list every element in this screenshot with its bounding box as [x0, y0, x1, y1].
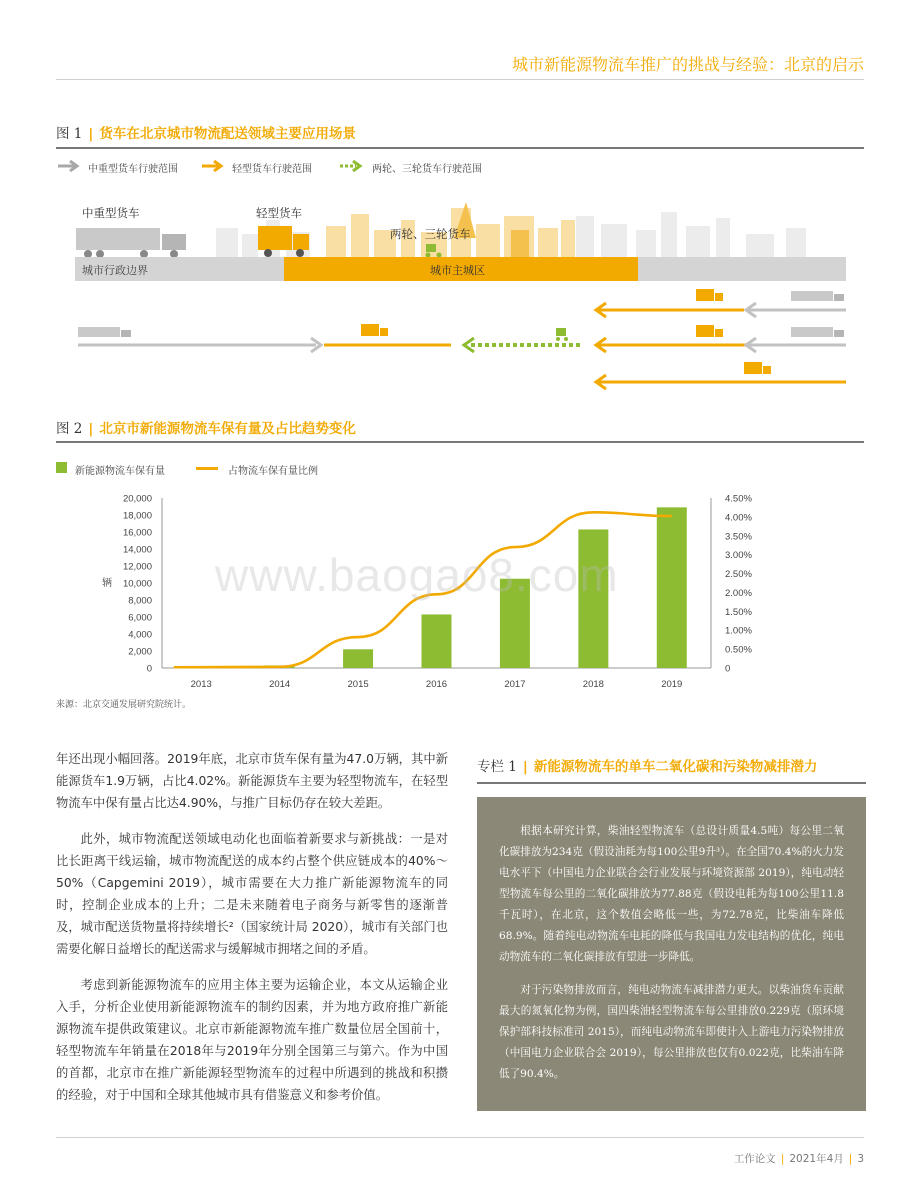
- y-tick-label: 2,000: [128, 646, 152, 658]
- figure1-rule: [56, 147, 864, 149]
- body-text-column: [56, 748, 448, 1120]
- figure2-rule: [56, 441, 864, 443]
- city-core-label: 城市主城区: [430, 264, 485, 277]
- legend-gray-arrow-icon: [56, 160, 81, 172]
- y2-tick-label: 3.50%: [725, 531, 752, 543]
- footer-page-number: 3: [857, 1153, 864, 1165]
- y-tick-label: 12,000: [122, 561, 152, 573]
- light-truck-label: 轻型货车: [256, 206, 302, 220]
- running-header-title: 城市新能源物流车推广的挑战与经验：北京的启示: [511, 55, 864, 74]
- footer-publication: 工作论文: [733, 1153, 776, 1165]
- figure1-title: 图 1 | 货车在北京城市物流配送领域主要应用场景: [56, 126, 356, 142]
- x-tick-label: 2015: [347, 679, 369, 690]
- legend-line-swatch: [196, 467, 218, 470]
- route-heavy-truck-3-icon: [791, 327, 844, 337]
- header-divider: [56, 79, 864, 80]
- legend-orange-arrow-icon: [200, 160, 225, 172]
- body-paragraph-2: 此外，城市物流配送领域电动化也面临着新要求与新挑战：一是对比长距离干线运输，城市物流配送的成本约占整个供应链成本的40%～50%（Capgemini 2019），城市需要在大力推广新能源物流车的同时，控制企业成本的上升；二是未来随着电子商务与新零售的逐渐普及，城市配送货物量将持续增长²（国家统计局 2020），城市有关部门也需要化解日益增长的配送需求与缓解城市拥堵之间的矛盾。: [56, 832, 448, 956]
- legend-bar-swatch: [56, 462, 67, 473]
- y-tick-label: 16,000: [122, 527, 152, 539]
- x-tick-label: 2013: [190, 679, 212, 690]
- sidebar-box: [477, 797, 866, 1111]
- y2-tick-label: 0.50%: [725, 644, 752, 656]
- y-axis-unit: 辆: [102, 578, 112, 589]
- body-paragraph-3: 考虑到新能源物流车的应用主体主要为运输企业，本文从运输企业入手，分析企业使用新能源物流车的制约因素，并为地方政府推广新能源物流车提供政策建议。北京市新能源物流车推广数量位居全国前十，轻型物流车年销量在2018年与2019年分别全国第三与第六。作为中国的首都，北京市在推广新能源轻型物流车的过程中所遇到的挑战和积攒的经验，对于中国和全球其他城市具有借鉴意义和参考价值。: [56, 978, 448, 1102]
- y2-tick-label: 2.00%: [725, 587, 752, 599]
- two-three-wheeler-label: 两轮、三轮货车: [390, 227, 471, 241]
- body-paragraph-1: 年还出现小幅回落。2019年底，北京市货车保有量为47.0万辆，其中新能源货车1.9万辆，占比4.02%。新能源货车主要为轻型物流车，在轻型物流车中保有量占比达4.90%，与推广目标仍存在较大差距。: [56, 752, 448, 810]
- figure2-number: 图 2: [56, 421, 83, 437]
- heavy-truck-icon: [74, 226, 200, 260]
- y2-tick-label: 2.50%: [725, 569, 752, 581]
- route-light-truck-4-icon: [744, 362, 771, 374]
- sidebar-number: 专栏 1: [477, 759, 517, 775]
- legend-line-label: 占物流车保有量比例: [228, 466, 318, 477]
- x-tick-label: 2014: [269, 679, 291, 690]
- route-light-truck-2-icon: [361, 324, 388, 336]
- sidebar-rule: [477, 782, 866, 784]
- figure2-title: 图 2 | 北京市新能源物流车保有量及占比趋势变化: [56, 421, 356, 437]
- y-tick-label: 18,000: [122, 510, 152, 522]
- legend-green-arrow-icon: [338, 160, 364, 172]
- y2-tick-label: 1.50%: [725, 606, 752, 618]
- sidebar-title-text: 新能源物流车的单车二氧化碳和污染物减排潜力: [533, 759, 818, 775]
- y-tick-label: 4,000: [128, 629, 152, 641]
- route-light-truck-1-icon: [696, 289, 723, 301]
- legend-two-three-label: 两轮、三轮货车行驶范围: [372, 164, 482, 175]
- figure2-title-text: 北京市新能源物流车保有量及占比趋势变化: [99, 421, 356, 437]
- page-footer: 工作论文 | 2021年4月 | 3: [733, 1153, 864, 1165]
- y2-tick-label: 0: [725, 663, 731, 675]
- figure1-number: 图 1: [56, 126, 83, 142]
- route-arrows-diagram: [56, 282, 866, 392]
- legend-light-label: 轻型货车行驶范围: [232, 164, 312, 175]
- legend-heavy-label: 中重型货车行驶范围: [88, 164, 178, 175]
- sidebar-paragraph-2: 对于污染物排放而言，纯电动物流车减排潜力更大。以柴油货车贡献最大的氮氧化物为例，国四柴油轻型物流车每公里排放0.229克（原环境保护部科技标准司 2015），而纯电动物流车即使计入上游电力污染物排放（中国电力企业联合会 2019），每公里排放也仅有0.022克，比柴油车降低了90.4%。: [499, 984, 844, 1080]
- figure1-title-text: 货车在北京城市物流配送领域主要应用场景: [99, 126, 356, 142]
- route-tricycle-icon: [556, 328, 568, 341]
- city-boundary-label: 城市行政边界: [82, 264, 148, 277]
- watermark-text: www.baogao8.com: [215, 549, 619, 601]
- y2-tick-label: 1.00%: [725, 625, 752, 637]
- heavy-truck-label: 中重型货车: [82, 206, 140, 220]
- y2-tick-label: 4.50%: [725, 493, 752, 505]
- tricycle-icon: [424, 242, 444, 258]
- y-tick-label: 6,000: [128, 612, 152, 624]
- y-tick-label: 8,000: [128, 595, 152, 607]
- route-heavy-truck-1-icon: [791, 291, 844, 301]
- sidebar-paragraph-1: 根据本研究计算，柴油轻型物流车（总设计质量4.5吨）每公里二氧化碳排放为234克（假设油耗为每100公里9升³）。在全国70.4%的火力发电水平下（中国电力企业联合会行业发展与环境资源部 2019），纯电动轻型物流车每公里的二氧化碳排放为77.88克（假设电耗为每100公里11.8千瓦时），在北京，这个数值会略低一些，为72.78克，比柴油车降低68.9%。随着纯电动物流车电耗的降低与我国电力发电结构的优化，纯电动物流车的二氧化碳排放有望进一步降低。: [499, 825, 844, 963]
- bar-2016: [422, 614, 452, 668]
- footer-date: 2021年4月: [789, 1153, 844, 1165]
- y-tick-label: 10,000: [122, 578, 152, 590]
- x-tick-label: 2018: [582, 679, 604, 690]
- bar-2015: [343, 649, 373, 668]
- x-tick-label: 2019: [661, 679, 683, 690]
- y-tick-label: 20,000: [122, 493, 152, 505]
- light-truck-icon: [256, 224, 314, 258]
- x-tick-label: 2017: [504, 679, 526, 690]
- route-light-truck-3-icon: [696, 325, 723, 337]
- x-tick-label: 2016: [425, 679, 448, 690]
- y-tick-label: 0: [146, 663, 152, 675]
- figure2-source: 来源：北京交通发展研究院统计。: [56, 700, 192, 710]
- route-heavy-truck-2-icon: [78, 327, 131, 337]
- y-tick-label: 14,000: [122, 544, 152, 556]
- y2-tick-label: 3.00%: [725, 550, 752, 562]
- footer-divider: [56, 1137, 864, 1138]
- y2-tick-label: 4.00%: [725, 512, 752, 524]
- sidebar-title: 专栏 1 | 新能源物流车的单车二氧化碳和污染物减排潜力: [477, 759, 818, 775]
- bar-2019: [657, 507, 687, 668]
- legend-bar-label: 新能源物流车保有量: [75, 466, 165, 477]
